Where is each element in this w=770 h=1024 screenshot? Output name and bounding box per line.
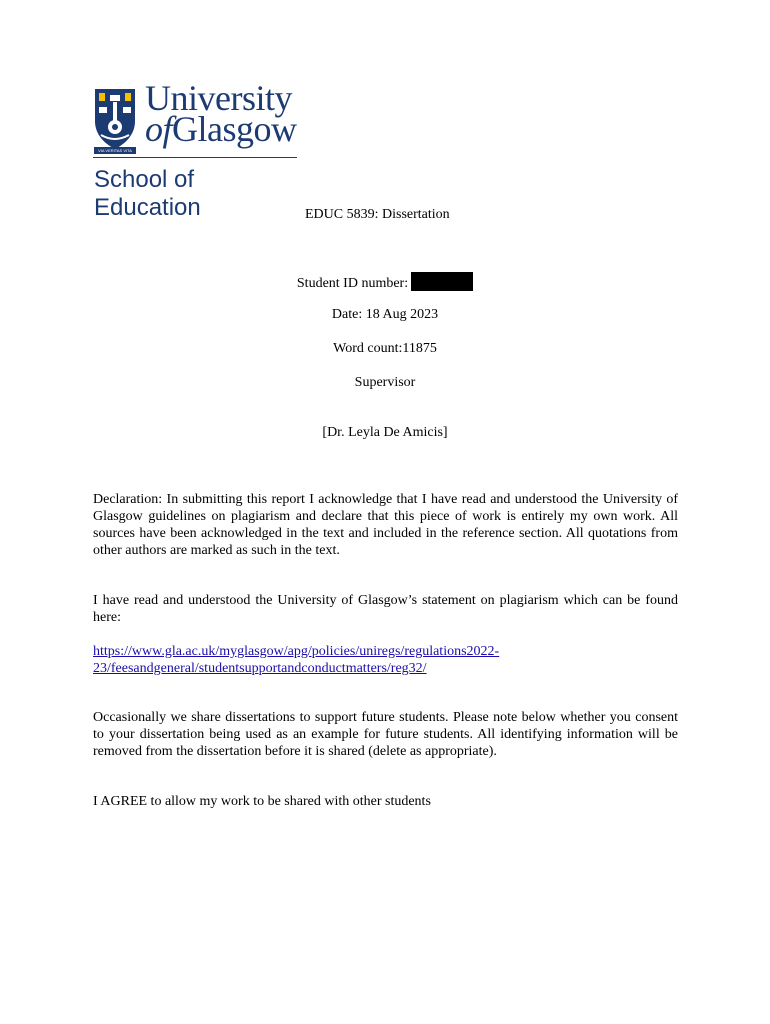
plagiarism-statement: I have read and understood the University of Glasgow’s statement on plagiarism which can be found here: [93,593,678,625]
logo-motto: VIA VERITAS VITA [94,147,136,154]
redaction-box [411,272,473,291]
logo-of-text: of [145,109,173,149]
supervisor-label: Supervisor [354,375,416,390]
school-name: School of Education [94,166,201,221]
share-paragraph: Occasionally we share dissertations to support future students. Please note below whether you consent to your dissertation being used as an example for future students. All identifying information will be removed from the dissertation before it is shared (delete as appropriate). [93,710,678,759]
plagiarism-link[interactable] [93,643,678,677]
crest-icon [93,87,137,150]
university-logo [93,78,298,156]
agree-statement: I AGREE to allow my work to be shared with other students [93,794,431,809]
logo-glasgow-text [145,111,297,147]
supervisor-name: [Dr. Leyla De Amicis] [322,425,448,440]
date-line: Date: 18 Aug 2023 [331,307,439,322]
logo-university-text: University [145,78,292,118]
word-count-line: Word count:11875 [333,341,437,356]
plagiarism-link-line2[interactable]: 23/feesandgeneral/studentsupportandconductmatters/reg32/ [93,661,427,676]
plagiarism-link-line1[interactable]: https://www.gla.ac.uk/myglasgow/apg/policies/uniregs/regulations2022- [93,644,500,659]
declaration-paragraph: Declaration: In submitting this report I acknowledge that I have read and understood the University of Glasgow guidelines on plagiarism and declare that this piece of work is entirely my own work. All sources have been acknowledged in the text and included in the reference section. All quotations from other authors are marked as such in the text. [93,492,678,558]
student-id-line [0,272,770,293]
logo-divider [93,157,297,158]
student-id-label: Student ID number: [296,276,409,291]
logo-glasgow-word: Glasgow [172,109,297,149]
course-title: EDUC 5839: Dissertation [305,207,450,222]
